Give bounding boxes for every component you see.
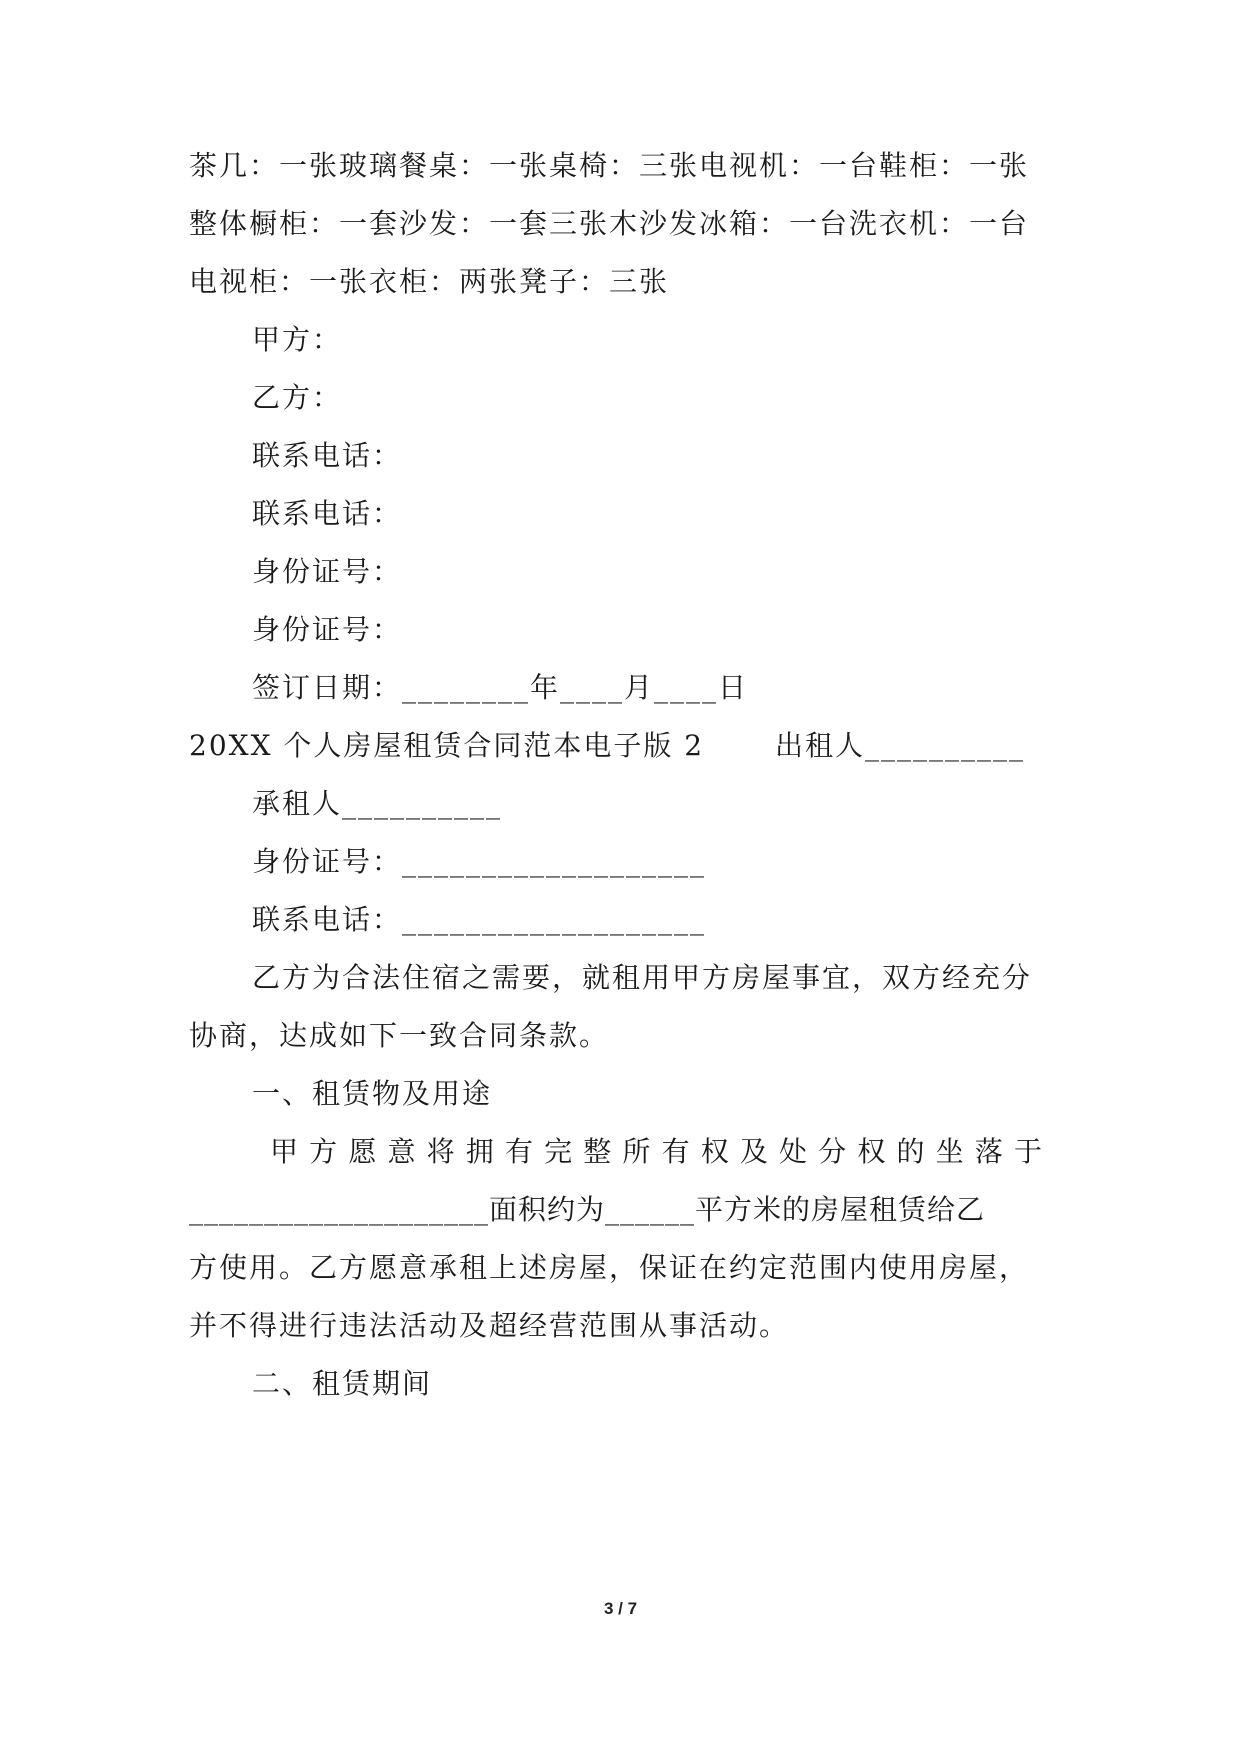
phone-blank-line: 联系电话：___________________ <box>252 903 707 936</box>
phone-label-a: 联系电话： <box>252 439 403 472</box>
id-number-blank-line: 身份证号：___________________ <box>252 845 707 878</box>
id-number-label-b: 身份证号： <box>252 613 403 646</box>
furniture-list-line-1: 茶几：一张玻璃餐桌：一张桌椅：三张电视机：一台鞋柜：一张 <box>189 149 1030 182</box>
party-b-label: 乙方： <box>252 381 343 414</box>
contract-title-line: 20XX 个人房屋租赁合同范本电子版 2 出租人__________ <box>189 729 1026 762</box>
intro-paragraph-line-2: 协商，达成如下一致合同条款。 <box>189 1019 610 1052</box>
lessee-line: 承租人__________ <box>252 787 503 820</box>
section-1-paragraph-line-3: 方使用。乙方愿意承租上述房屋，保证在约定范围内使用房屋， <box>189 1251 1030 1284</box>
intro-paragraph-line-1: 乙方为合法住宿之需要，就租用甲方房屋事宜，双方经充分 <box>252 961 1033 994</box>
section-1-heading: 一、租赁物及用途 <box>252 1077 493 1110</box>
furniture-list-line-3: 电视柜：一张衣柜：两张凳子：三张 <box>189 265 670 298</box>
party-a-label: 甲方： <box>252 323 343 356</box>
furniture-list-line-2: 整体橱柜：一套沙发：一套三张木沙发冰箱：一台洗衣机：一台 <box>189 207 1030 240</box>
page-number: 3 / 7 <box>603 1599 638 1618</box>
section-1-paragraph-line-4: 并不得进行违法活动及超经营范围从事活动。 <box>189 1309 790 1342</box>
section-1-paragraph-line-2: ____________________面积约为______平方米的房屋租赁给乙 <box>189 1193 986 1226</box>
section-1-paragraph-line-1: 甲方愿意将拥有完整所有权及处分权的坐落于 <box>270 1135 1042 1168</box>
phone-label-b: 联系电话： <box>252 497 403 530</box>
id-number-label-a: 身份证号： <box>252 555 403 588</box>
signing-date-line: 签订日期：________年____月____日 <box>252 671 749 704</box>
section-2-heading: 二、租赁期间 <box>252 1367 433 1400</box>
